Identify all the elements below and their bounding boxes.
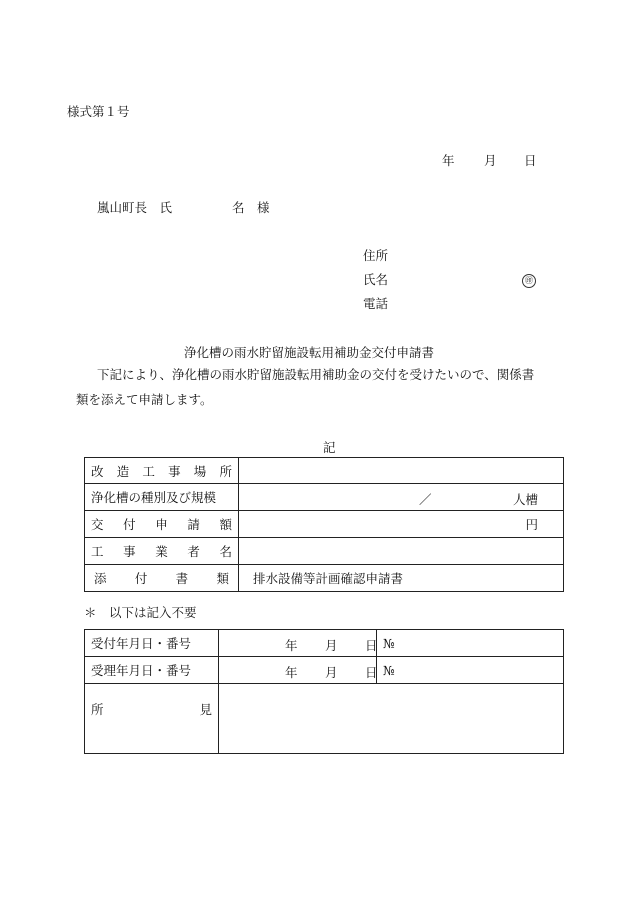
label-contractor: 工 事 業 者 名 — [91, 544, 232, 559]
main-table — [84, 457, 564, 592]
note-text: ＊ 以下は記入不要 — [84, 605, 197, 620]
body-text-1: 下記により、浄化槽の雨水貯留施設転用補助金の交付を受けたいので、関係書 — [97, 367, 535, 382]
address-label: 住所 — [363, 248, 389, 263]
date-day: 日 — [524, 153, 537, 168]
table-row — [85, 458, 564, 484]
table-row — [85, 511, 564, 538]
opinion-label-cell — [85, 684, 219, 754]
label-amount: 交 付 申 請 額 — [91, 517, 232, 532]
table-row — [85, 484, 564, 511]
table-row — [85, 657, 564, 684]
acceptance-date-cell — [219, 657, 377, 684]
opinion-field — [219, 684, 564, 754]
tank-type-field[interactable] — [239, 484, 564, 511]
receipt-label: 受付年月日・番号 — [85, 630, 219, 657]
acceptance-number-cell: № — [377, 657, 564, 684]
row-label — [85, 458, 239, 484]
ki-heading: 記 — [323, 440, 336, 455]
tank-type-slash: ／ — [419, 492, 432, 507]
receipt-number-cell: № — [377, 630, 564, 657]
receipt-month: 月 — [325, 638, 338, 653]
date-year: 年 — [442, 153, 455, 168]
acceptance-label: 受理年月日・番号 — [85, 657, 219, 684]
body-text-2: 類を添えて申請します。 — [76, 392, 213, 407]
tank-type-unit: 人槽 — [512, 492, 538, 507]
date-month: 月 — [484, 153, 497, 168]
row-label — [85, 538, 239, 565]
receipt-day: 日 — [365, 638, 378, 653]
addressee-suffix: 名 様 — [232, 200, 270, 215]
seal-mark: ㊞ — [522, 271, 536, 288]
addressee-title: 嵐山町長 氏 — [97, 200, 173, 215]
form-number: 様式第１号 — [67, 104, 130, 119]
acceptance-month: 月 — [325, 665, 338, 680]
row-label — [85, 511, 239, 538]
name-label: 氏名 — [363, 272, 389, 287]
table-row — [85, 565, 564, 592]
construction-site-field[interactable] — [239, 458, 564, 484]
document-title: 浄化槽の雨水貯留施設転用補助金交付申請書 — [184, 345, 435, 360]
row-label — [85, 565, 239, 592]
table-row — [85, 684, 564, 754]
opinion-label: 所 見 — [91, 702, 212, 717]
acceptance-day: 日 — [365, 665, 378, 680]
receipt-year: 年 — [285, 638, 298, 653]
label-tank-type: 浄化槽の種別及び規模 — [85, 484, 239, 511]
acceptance-year: 年 — [285, 665, 298, 680]
label-attachments: 添 付 書 類 — [94, 571, 229, 586]
label-construction-site: 改 造 工 事 場 所 — [91, 463, 232, 479]
phone-label: 電話 — [363, 296, 389, 311]
attachments-field: 排水設備等計画確認申請書 — [239, 565, 564, 592]
table-row — [85, 630, 564, 657]
table-row — [85, 538, 564, 565]
contractor-field[interactable] — [239, 538, 564, 565]
receipt-date-cell — [219, 630, 377, 657]
amount-field[interactable]: 円 — [239, 511, 564, 538]
office-table — [84, 629, 564, 754]
